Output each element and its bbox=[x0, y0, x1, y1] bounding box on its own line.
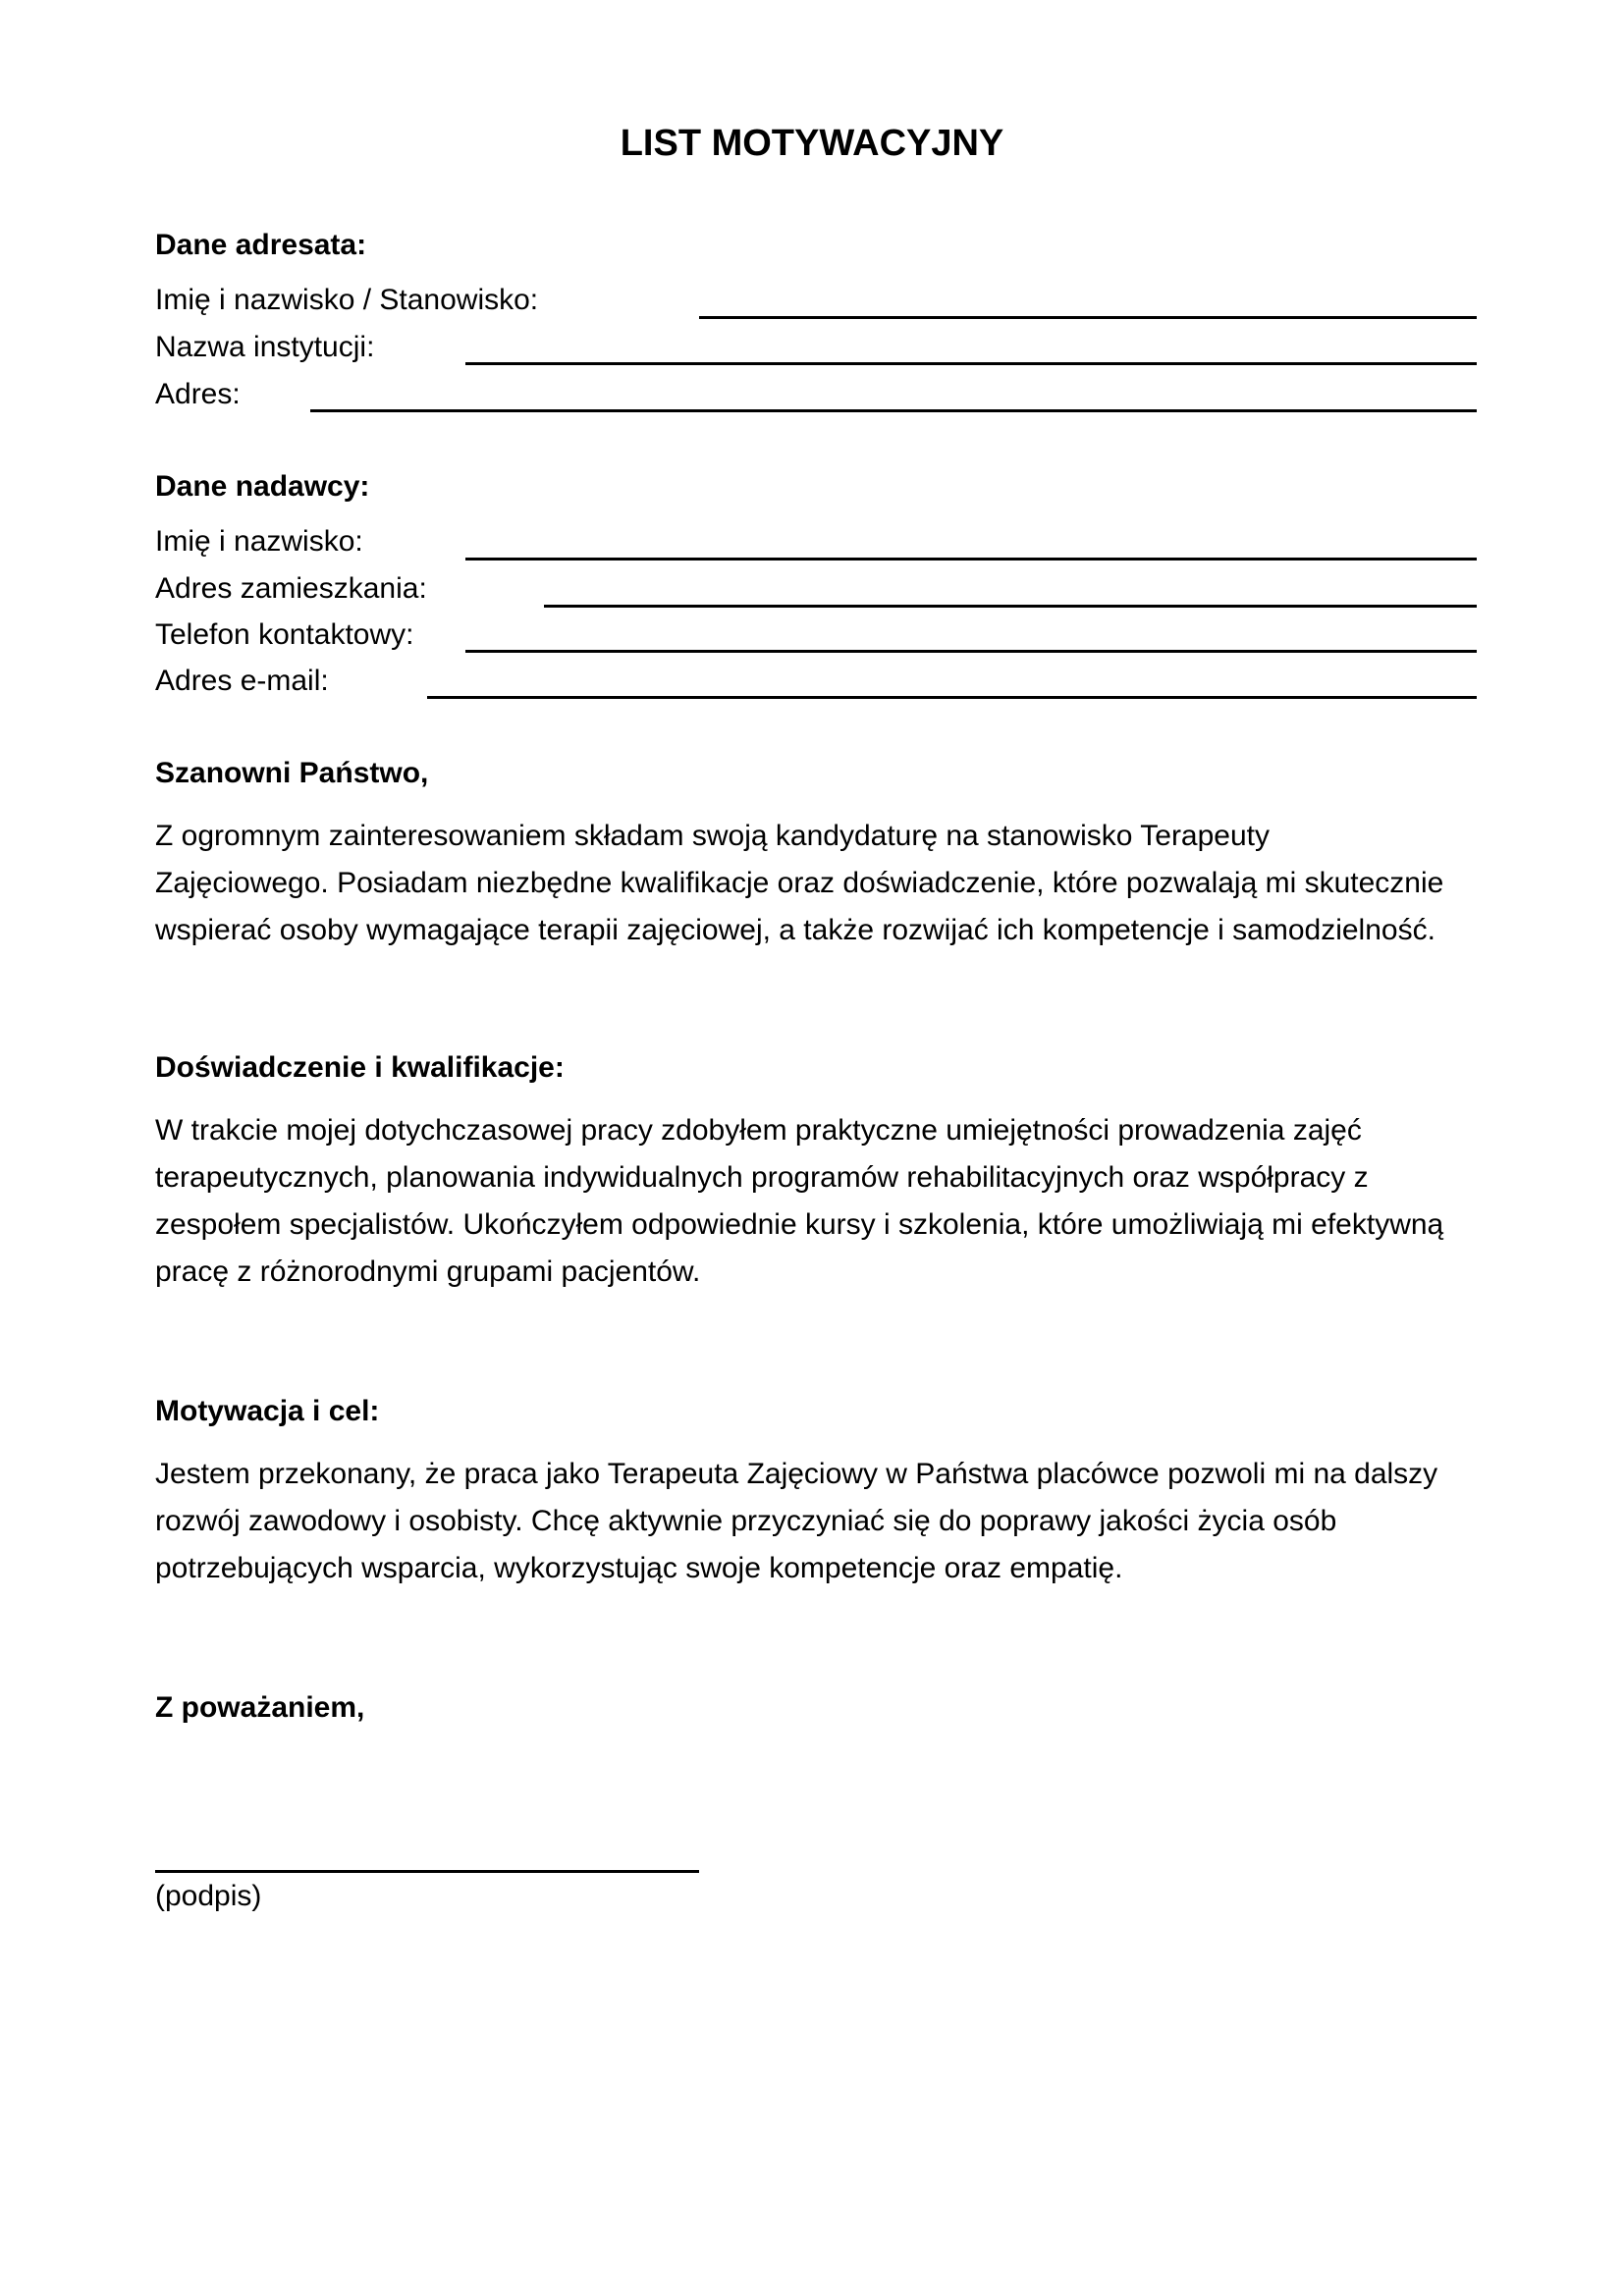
signature-line[interactable] bbox=[155, 1870, 699, 1873]
sender-phone-field[interactable] bbox=[465, 650, 1477, 653]
recipient-institution-field[interactable] bbox=[465, 362, 1477, 365]
recipient-name-label: Imię i nazwisko / Stanowisko: bbox=[155, 284, 539, 316]
intro-paragraph bbox=[155, 813, 1490, 954]
sender-phone-label: Telefon kontaktowy: bbox=[155, 618, 414, 651]
motivation-paragraph bbox=[155, 1451, 1490, 1592]
sender-heading: Dane nadawcy: bbox=[155, 470, 370, 503]
sender-email-field[interactable] bbox=[427, 696, 1477, 699]
recipient-address-label: Adres: bbox=[155, 378, 241, 410]
sender-name-field[interactable] bbox=[465, 558, 1477, 561]
experience-line: W trakcie mojej dotychczasowej pracy zdobyłem praktyczne umiejętności prowadzenia zajęć bbox=[155, 1114, 1362, 1147]
salutation: Szanowni Państwo, bbox=[155, 757, 429, 789]
recipient-address-field[interactable] bbox=[310, 409, 1477, 412]
sender-name-label: Imię i nazwisko: bbox=[155, 525, 363, 558]
sender-address-label: Adres zamieszkania: bbox=[155, 572, 427, 605]
motivation-line: rozwój zawodowy i osobisty. Chcę aktywnie przyczyniać się do poprawy jakości życia osób bbox=[155, 1505, 1337, 1537]
experience-line: terapeutycznych, planowania indywidualnych programów rehabilitacyjnych oraz współpracy z bbox=[155, 1161, 1369, 1194]
intro-line: Z ogromnym zainteresowaniem składam swoją kandydaturę na stanowisko Terapeuty bbox=[155, 820, 1271, 852]
intro-line: Zajęciowego. Posiadam niezbędne kwalifikacje oraz doświadczenie, które pozwalają mi skutecznie bbox=[155, 867, 1444, 899]
sender-address-field[interactable] bbox=[544, 605, 1477, 608]
recipient-name-field[interactable] bbox=[699, 316, 1477, 319]
signature-label: (podpis) bbox=[155, 1880, 262, 1912]
motivation-line: Jestem przekonany, że praca jako Terapeuta Zajęciowy w Państwa placówce pozwoli mi na dalszy bbox=[155, 1458, 1438, 1490]
motivation-heading: Motywacja i cel: bbox=[155, 1395, 380, 1427]
intro-line: wspierać osoby wymagające terapii zajęciowej, a także rozwijać ich kompetencje i samodzielność. bbox=[155, 914, 1435, 946]
closing: Z poważaniem, bbox=[155, 1691, 365, 1724]
experience-line: pracę z różnorodnymi grupami pacjentów. bbox=[155, 1255, 701, 1288]
recipient-institution-label: Nazwa instytucji: bbox=[155, 331, 375, 363]
experience-heading: Doświadczenie i kwalifikacje: bbox=[155, 1051, 565, 1084]
document-title: LIST MOTYWACYJNY bbox=[620, 123, 1004, 164]
sender-email-label: Adres e-mail: bbox=[155, 665, 329, 697]
experience-paragraph bbox=[155, 1107, 1490, 1296]
experience-line: zespołem specjalistów. Ukończyłem odpowiednie kursy i szkolenia, które umożliwiają mi efektywną bbox=[155, 1208, 1444, 1241]
recipient-heading: Dane adresata: bbox=[155, 229, 367, 261]
motivation-line: potrzebujących wsparcia, wykorzystując swoje kompetencje oraz empatię. bbox=[155, 1552, 1123, 1584]
